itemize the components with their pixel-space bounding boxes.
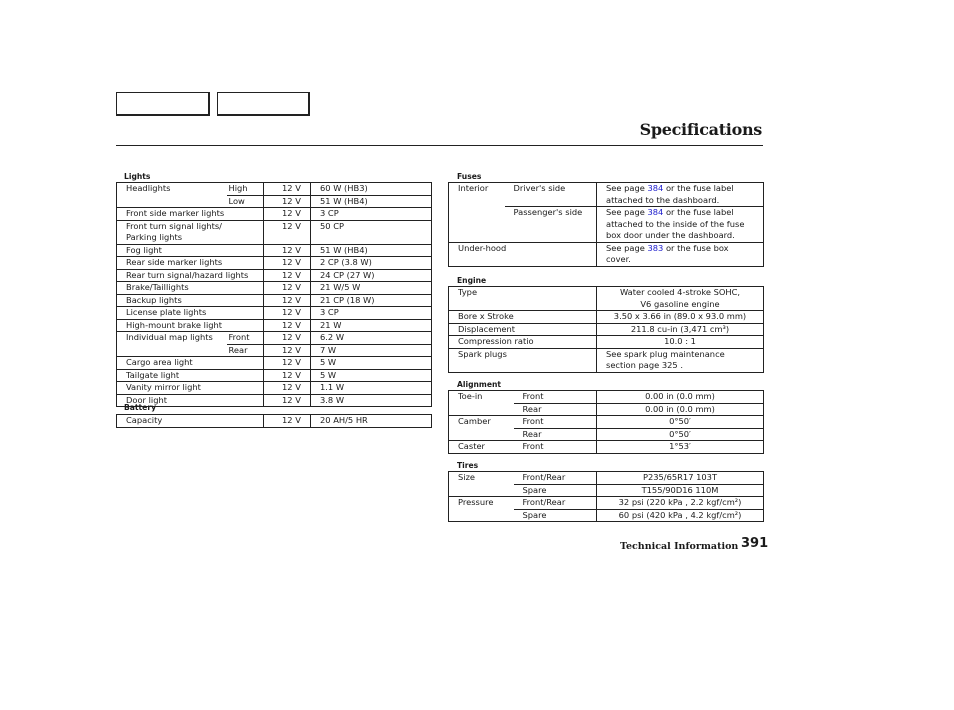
table-row: Front side marker lights 12 V 3 CP xyxy=(117,208,432,221)
table-row: Spare T155/90D16 110M xyxy=(449,484,764,497)
tires-heading: Tires xyxy=(457,461,479,470)
table-row: Backup lights 12 V 21 CP (18 W) xyxy=(117,294,432,307)
table-row: Toe-in Front 0.00 in (0.0 mm) xyxy=(449,391,764,404)
table-row: Under-hood See page 383 or the fuse box cover. xyxy=(449,242,764,266)
page-link-384[interactable]: 384 xyxy=(647,183,664,193)
table-row: High-mount brake light 12 V 21 W xyxy=(117,319,432,332)
table-row: Cargo area light 12 V 5 W xyxy=(117,357,432,370)
table-row: Front turn signal lights/ Parking lights 12 V 50 CP xyxy=(117,220,432,244)
table-row: Door light 12 V 3.8 W xyxy=(117,394,432,407)
alignment-heading: Alignment xyxy=(457,380,502,389)
lights-heading: Lights xyxy=(124,172,151,181)
table-row: Spare 60 psi (420 kPa , 4.2 kgf/cm²) xyxy=(449,509,764,522)
table-row: Caster Front 1°53′ xyxy=(449,441,764,454)
table-row: Brake/Taillights 12 V 21 W/5 W xyxy=(117,282,432,295)
nav-tab-1[interactable] xyxy=(116,92,210,116)
page-link-384[interactable]: 384 xyxy=(647,207,664,217)
table-row: Capacity 12 V 20 AH/5 HR xyxy=(117,415,432,428)
table-row: Low 12 V 51 W (HB4) xyxy=(117,195,432,208)
table-row: Displacement 211.8 cu-in (3,471 cm³) xyxy=(449,323,764,336)
table-row: Individual map lights Front 12 V 6.2 W xyxy=(117,332,432,345)
title-rule xyxy=(116,145,763,146)
table-row: Camber Front 0°50′ xyxy=(449,416,764,429)
table-row: Rear turn signal/hazard lights 12 V 24 CP (27 W) xyxy=(117,269,432,282)
table-row: Headlights High 12 V 60 W (HB3) xyxy=(117,183,432,196)
table-row: Rear side marker lights 12 V 2 CP (3.8 W) xyxy=(117,257,432,270)
table-row: Vanity mirror light 12 V 1.1 W xyxy=(117,382,432,395)
footer-section-label: Technical Information xyxy=(620,541,739,552)
battery-heading: Battery xyxy=(124,403,157,412)
table-row: Tailgate light 12 V 5 W xyxy=(117,369,432,382)
lights-table xyxy=(116,182,432,407)
fuses-heading: Fuses xyxy=(457,172,482,181)
table-row: Rear 0°50′ xyxy=(449,428,764,441)
table-row: Spark plugs See spark plug maintenance section page 325 . xyxy=(449,348,764,372)
page-title: Specifications xyxy=(639,120,762,139)
table-row: Bore x Stroke 3.50 x 3.66 in (89.0 x 93.0 mm) xyxy=(449,311,764,324)
page-link-383[interactable]: 383 xyxy=(647,242,664,253)
nav-tab-2[interactable] xyxy=(217,92,310,116)
table-row: Passenger's side See page 384 or the fuse label attached to the inside of the fuse box door under the dashboard. xyxy=(449,207,764,243)
tires-table xyxy=(448,471,764,522)
table-row: Fog light 12 V 51 W (HB4) xyxy=(117,244,432,257)
page-number: 391 xyxy=(741,536,769,551)
table-row: Pressure Front/Rear 32 psi (220 kPa , 2.2 kgf/cm²) xyxy=(449,497,764,510)
table-row: Compression ratio 10.0 : 1 xyxy=(449,336,764,349)
table-row: Rear 0.00 in (0.0 mm) xyxy=(449,403,764,416)
table-row: Interior Driver's side See page 384 or the fuse label attached to the dashboard. xyxy=(449,183,764,207)
table-row: Size Front/Rear P235/65R17 103T xyxy=(449,472,764,485)
engine-table xyxy=(448,286,764,373)
table-row: Rear 12 V 7 W xyxy=(117,344,432,357)
table-row: License plate lights 12 V 3 CP xyxy=(117,307,432,320)
alignment-table xyxy=(448,390,764,454)
engine-heading: Engine xyxy=(457,276,487,285)
fuses-table xyxy=(448,182,764,267)
battery-table xyxy=(116,414,432,428)
table-row: Type Water cooled 4-stroke SOHC, V6 gasoline engine xyxy=(449,287,764,311)
